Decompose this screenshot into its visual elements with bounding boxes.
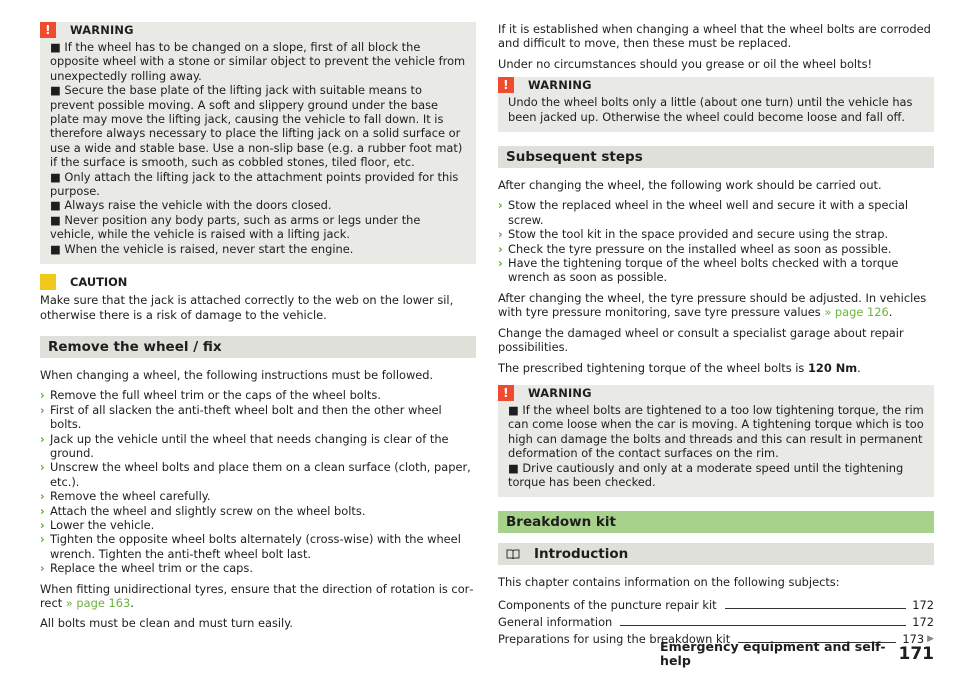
arrow-icon: › xyxy=(40,460,45,475)
subsequent-steps-list xyxy=(498,198,934,284)
warning-icon: ! xyxy=(498,77,514,93)
list-item: › Lower the vehicle. xyxy=(40,517,155,532)
warning-line: ■ Never position any body parts, such as arms or legs under the vehicle, while the vehicle is raised with a lifting jack. xyxy=(50,212,421,242)
toc-entry[interactable]: Preparations for using the breakdown kit 173 ▶ xyxy=(498,632,934,647)
warning-header xyxy=(498,385,934,401)
subsequent-intro: After changing the wheel, the following work should be carried out. xyxy=(498,178,882,193)
page-footer xyxy=(660,638,934,668)
arrow-icon: › xyxy=(40,431,45,446)
no-grease-text: Under no circumstances should you grease or oil the wheel bolts! xyxy=(498,56,873,71)
tyre-pressure-note: After changing the wheel, the tyre pressure should be adjusted. In vehicles with tyre pressure monitoring, save tyre pressure values » page 126. xyxy=(498,290,927,320)
remove-steps-list xyxy=(40,388,476,575)
list-item: › Stow the replaced wheel in the wheel well and secure it with a special screw. xyxy=(498,198,909,227)
list-item: › Replace the wheel trim or the caps. xyxy=(40,561,253,576)
arrow-icon: › xyxy=(40,388,45,403)
list-item: › Check the tyre pressure on the installed wheel as soon as possible. xyxy=(498,241,892,256)
warning-box-undo-bolts xyxy=(498,77,934,132)
torque-value: 120 Nm xyxy=(807,360,858,375)
left-column xyxy=(40,22,476,637)
warning-body xyxy=(40,38,476,256)
unidirectional-note: When fitting unidirectional tyres, ensure that the direction of rotation is correct » page 163. xyxy=(40,581,474,610)
page-number: 171 xyxy=(898,643,934,664)
arrow-icon: › xyxy=(498,227,503,242)
subsection-heading-introduction xyxy=(498,543,934,565)
section-heading-remove-wheel: Remove the wheel / fix xyxy=(40,336,476,358)
page-link-163[interactable]: » page 163 xyxy=(65,596,131,610)
page-link-126[interactable]: » page 126 xyxy=(824,305,889,320)
arrow-icon: › xyxy=(40,503,45,518)
arrow-icon: › xyxy=(40,532,45,547)
arrow-icon: › xyxy=(40,517,45,532)
caution-text: Make sure that the jack is attached correctly to the web on the lower sil, otherwise there is a risk of damage to the vehicle. xyxy=(40,293,454,322)
introduction-text: This chapter contains information on the following subjects: xyxy=(498,575,840,590)
list-item: › Remove the full wheel trim or the caps of the wheel bolts. xyxy=(40,388,381,403)
book-icon xyxy=(506,549,520,559)
list-item: › Jack up the vehicle until the wheel that needs changing is clear of the ground. xyxy=(40,431,449,460)
list-item: › First of all slacken the anti-theft wheel bolt and then the other wheel bolts. xyxy=(40,402,442,432)
introduction-title: Introduction xyxy=(534,546,629,563)
warning-line: ■ If the wheel bolts are tightened to a too low tightening torque, the rim can come loose when the car is moving. A tightening torque which is too high can damage the bolts and threads and this can result in permanent deformation of the contact surfaces on the rim. xyxy=(508,402,924,461)
bolts-clean-note: All bolts must be clean and must turn easily. xyxy=(40,616,293,631)
arrow-icon: › xyxy=(40,561,45,576)
corroded-bolts-text: If it is established when changing a wheel that the wheel bolts are corroded and difficult to move, then these must be replaced. xyxy=(498,22,931,51)
arrow-icon: › xyxy=(498,198,503,213)
warning-line: ■ Only attach the lifting jack to the attachment points provided for this purpose. xyxy=(50,169,459,199)
warning-header xyxy=(498,77,934,93)
warning-box-jack xyxy=(40,22,476,264)
warning-line: ■ If the wheel has to be changed on a slope, first of all block the opposite wheel with a stone or similar object to prevent the vehicle from unexpectedly rolling away. xyxy=(50,40,466,83)
section-heading-breakdown-kit: Breakdown kit xyxy=(498,511,934,533)
warning-title: WARNING xyxy=(528,385,592,400)
list-item: › Unscrew the wheel bolts and place them on a clean surface (cloth, paper, etc.). xyxy=(40,460,471,489)
arrow-icon: › xyxy=(498,241,503,256)
warning-line: ■ Drive cautiously and only at a moderate speed until the tightening torque has been checked. xyxy=(508,460,904,489)
warning-line: ■ Secure the base plate of the lifting jack with suitable means to prevent possible moving. A soft and slippery ground under the base plate may move the lifting jack, causing the vehicle to fall down. It is therefore always necessary to place the lifting jack on a solid surface or use a wide and stable base. Use a non-slip base (e.g. a rubber foot mat) if the surface is smooth, such as cobbled stones, tiled floor, etc. xyxy=(50,83,463,170)
section-heading-subsequent-steps: Subsequent steps xyxy=(498,146,934,168)
arrow-icon: › xyxy=(40,402,45,417)
warning-box-torque xyxy=(498,385,934,497)
remove-intro: When changing a wheel, the following instructions must be followed. xyxy=(40,367,434,382)
warning-title: WARNING xyxy=(70,22,134,37)
damaged-wheel-note: Change the damaged wheel or consult a specialist garage about repair possibilities. xyxy=(498,325,904,355)
warning-title: WARNING xyxy=(528,78,592,93)
continue-arrow-icon: ▶ xyxy=(927,634,934,645)
warning-icon: ! xyxy=(40,22,56,38)
list-item: › Tighten the opposite wheel bolts alternately (cross-wise) with the wheel wrench. Tighten the anti-theft wheel bolt last. xyxy=(40,532,461,561)
caution-header xyxy=(40,274,476,290)
torque-note: The prescribed tightening torque of the wheel bolts is 120 Nm. xyxy=(498,360,861,375)
warning-body xyxy=(498,401,934,489)
list-item: › Remove the wheel carefully. xyxy=(40,489,211,504)
right-column xyxy=(498,22,934,647)
caution-icon xyxy=(40,274,56,290)
list-item: › Stow the tool kit in the space provided and secure using the strap. xyxy=(498,227,889,242)
warning-line: ■ Always raise the vehicle with the doors closed. xyxy=(50,198,332,213)
caution-title: CAUTION xyxy=(70,274,128,289)
warning-header xyxy=(40,22,476,38)
warning-line: ■ When the vehicle is raised, never start the engine. xyxy=(50,241,354,256)
warning-line: Undo the wheel bolts only a little (about one turn) until the vehicle has been jacked up. Otherwise the wheel could become loose and fall off. xyxy=(508,95,913,124)
warning-icon: ! xyxy=(498,385,514,401)
arrow-icon: › xyxy=(498,256,503,271)
list-item: › Have the tightening torque of the wheel bolts checked with a torque wrench as soon as possible. xyxy=(498,256,899,285)
footer-section-title: Emergency equipment and self-help xyxy=(660,638,886,668)
toc-entry[interactable]: General information 172 xyxy=(498,615,934,630)
toc-entry[interactable]: Components of the puncture repair kit 172 xyxy=(498,598,934,613)
warning-body xyxy=(498,93,934,124)
list-item: › Attach the wheel and slightly screw on the wheel bolts. xyxy=(40,503,366,518)
arrow-icon: › xyxy=(40,489,45,504)
